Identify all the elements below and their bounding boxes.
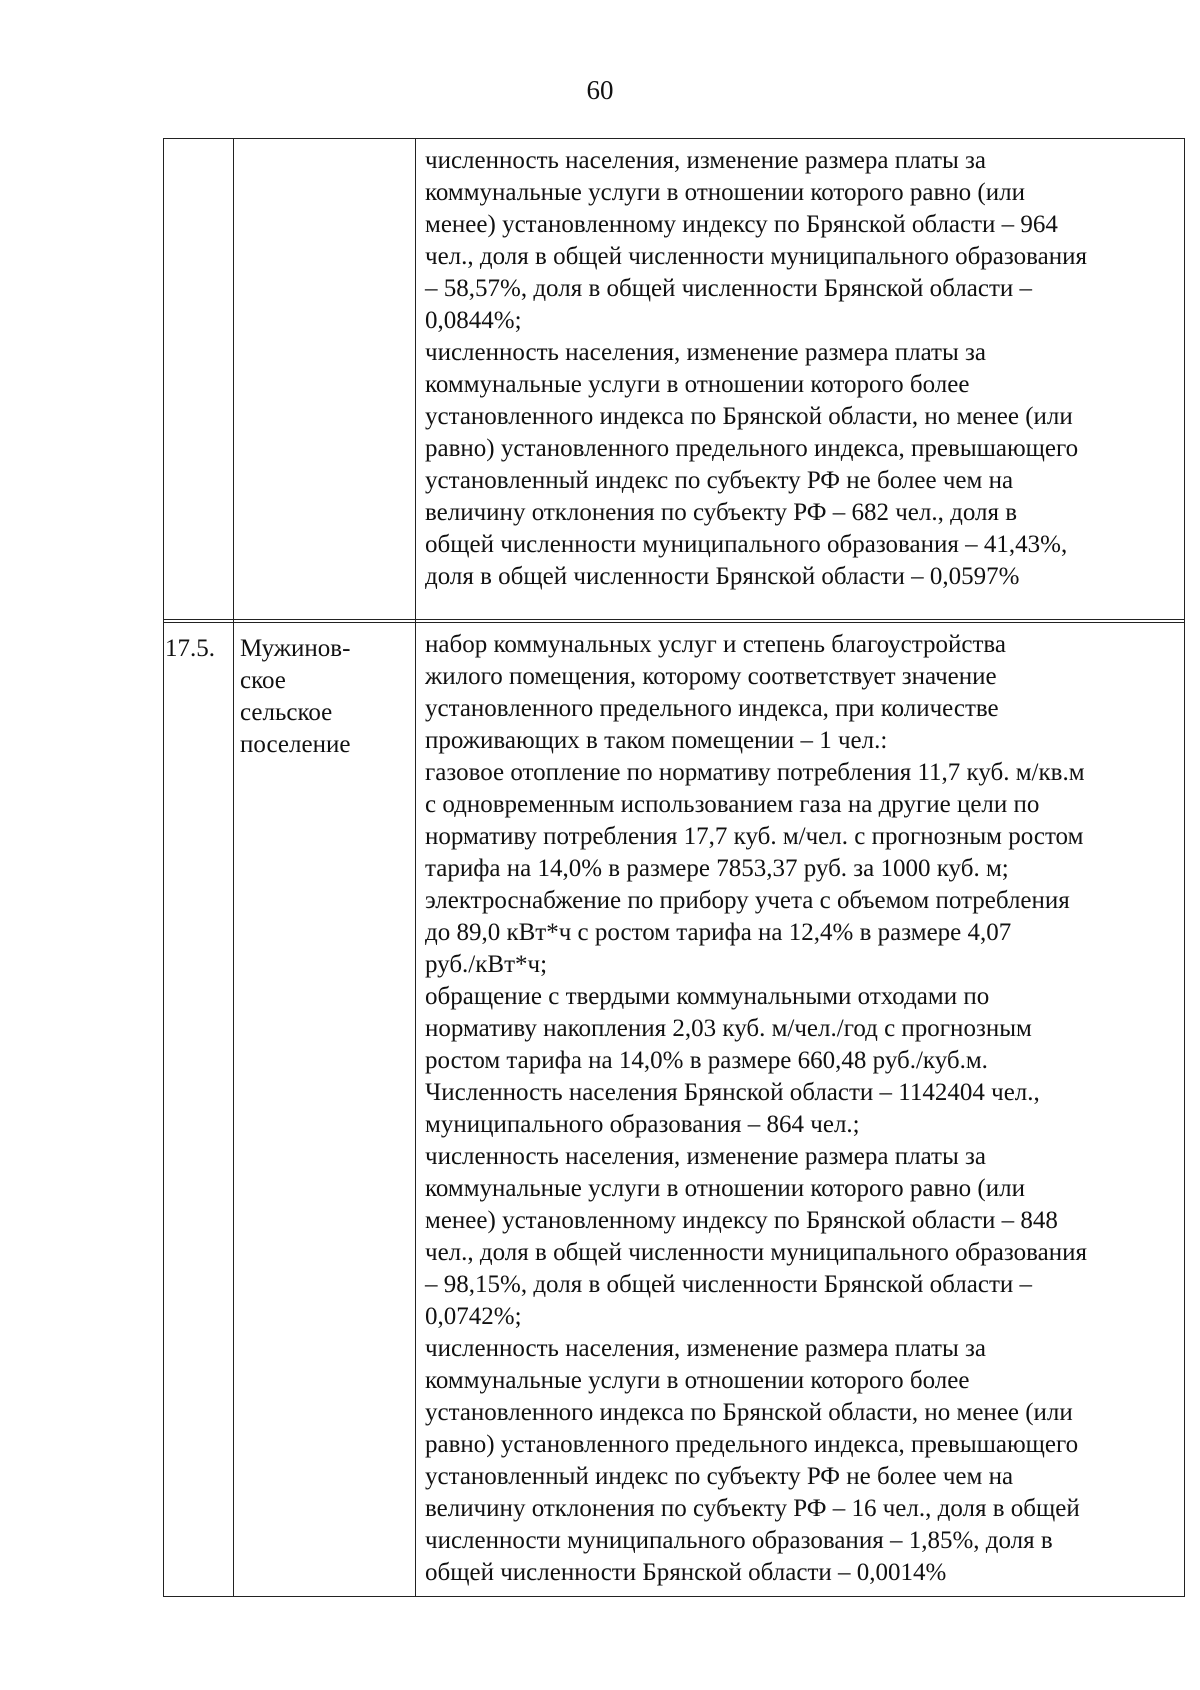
description-line: численность населения, изменение размера платы за bbox=[425, 1143, 986, 1170]
description-cell bbox=[416, 623, 1185, 1597]
municipality-name-line: поселение bbox=[240, 731, 351, 758]
description-line: набор коммунальных услуг и степень благоустройства bbox=[425, 631, 1006, 658]
description-line: 0,0742%; bbox=[425, 1303, 522, 1330]
description-line: руб./кВт*ч; bbox=[425, 951, 548, 978]
description-line: установленного индекса по Брянской области, но менее (или bbox=[425, 1399, 1073, 1426]
description-line: чел., доля в общей численности муниципального образования bbox=[425, 243, 1087, 270]
page-number: 60 bbox=[586, 75, 614, 105]
description-line: доля в общей численности Брянской области – 0,0597% bbox=[425, 563, 1020, 590]
description-line: установленного предельного индекса, при количестве bbox=[425, 695, 999, 722]
description-line: 0,0844%; bbox=[425, 307, 522, 334]
municipality-name-cell bbox=[234, 139, 416, 620]
description-cell bbox=[416, 139, 1185, 620]
description-line: тарифа на 14,0% в размере 7853,37 руб. за 1000 куб. м; bbox=[425, 855, 1009, 882]
description-line: равно) установленного предельного индекса, превышающего bbox=[425, 435, 1079, 462]
municipality-name-line: ское bbox=[240, 667, 286, 694]
description-line: установленный индекс по субъекту РФ не более чем на bbox=[425, 467, 1014, 494]
row-number-cell bbox=[164, 623, 234, 1597]
description-line: проживающих в таком помещении – 1 чел.: bbox=[425, 727, 888, 754]
municipality-name-cell bbox=[234, 623, 416, 1597]
description-line: газовое отопление по нормативу потребления 11,7 куб. м/кв.м bbox=[425, 759, 1085, 786]
description-line: равно) установленного предельного индекса, превышающего bbox=[425, 1431, 1079, 1458]
description-line: величину отклонения по субъекту РФ – 16 чел., доля в общей bbox=[425, 1495, 1080, 1522]
municipality-name-line: Мужинов- bbox=[240, 635, 351, 662]
description-line: установленный индекс по субъекту РФ не более чем на bbox=[425, 1463, 1014, 1490]
description-line: – 98,15%, доля в общей численности Брянской области – bbox=[425, 1271, 1032, 1298]
description-line: менее) установленному индексу по Брянской области – 964 bbox=[425, 211, 1058, 238]
description-line: численность населения, изменение размера платы за bbox=[425, 147, 986, 174]
row-number-cell bbox=[164, 139, 234, 620]
description-line: численность населения, изменение размера платы за bbox=[425, 1335, 986, 1362]
description-line: коммунальные услуги в отношении которого равно (или bbox=[425, 179, 1025, 206]
description-line: коммунальные услуги в отношении которого более bbox=[425, 1367, 970, 1394]
row-number: 17.5. bbox=[165, 635, 215, 662]
description-line: нормативу потребления 17,7 куб. м/чел. с прогнозным ростом bbox=[425, 823, 1084, 850]
description-line: общей численности Брянской области – 0,0014% bbox=[425, 1559, 947, 1586]
table-row bbox=[164, 139, 1185, 620]
description-line: электроснабжение по прибору учета с объемом потребления bbox=[425, 887, 1070, 914]
table-row bbox=[164, 623, 1185, 1597]
description-line: чел., доля в общей численности муниципального образования bbox=[425, 1239, 1087, 1266]
description-line: общей численности муниципального образования – 41,43%, bbox=[425, 531, 1068, 558]
description-line: коммунальные услуги в отношении которого равно (или bbox=[425, 1175, 1025, 1202]
description-line: с одновременным использованием газа на другие цели по bbox=[425, 791, 1040, 818]
description-line: – 58,57%, доля в общей численности Брянской области – bbox=[425, 275, 1032, 302]
description-line: численности муниципального образования – 1,85%, доля в bbox=[425, 1527, 1053, 1554]
description-line: численность населения, изменение размера платы за bbox=[425, 339, 986, 366]
description-line: величину отклонения по субъекту РФ – 682 чел., доля в bbox=[425, 499, 1018, 526]
description-line: ростом тарифа на 14,0% в размере 660,48 руб./куб.м. bbox=[425, 1047, 988, 1074]
description-line: муниципального образования – 864 чел.; bbox=[425, 1111, 860, 1138]
description-line: нормативу накопления 2,03 куб. м/чел./год с прогнозным bbox=[425, 1015, 1032, 1042]
description-line: до 89,0 кВт*ч с ростом тарифа на 12,4% в размере 4,07 bbox=[425, 919, 1012, 946]
description-line: установленного индекса по Брянской области, но менее (или bbox=[425, 403, 1073, 430]
description-line: обращение с твердыми коммунальными отходами по bbox=[425, 983, 990, 1010]
description-line: жилого помещения, которому соответствует значение bbox=[425, 663, 997, 690]
description-line: коммунальные услуги в отношении которого более bbox=[425, 371, 970, 398]
municipality-name-line: сельское bbox=[240, 699, 333, 726]
description-line: менее) установленному индексу по Брянской области – 848 bbox=[425, 1207, 1058, 1234]
tariff-table bbox=[163, 138, 1185, 1597]
description-line: Численность населения Брянской области – 1142404 чел., bbox=[425, 1079, 1040, 1106]
